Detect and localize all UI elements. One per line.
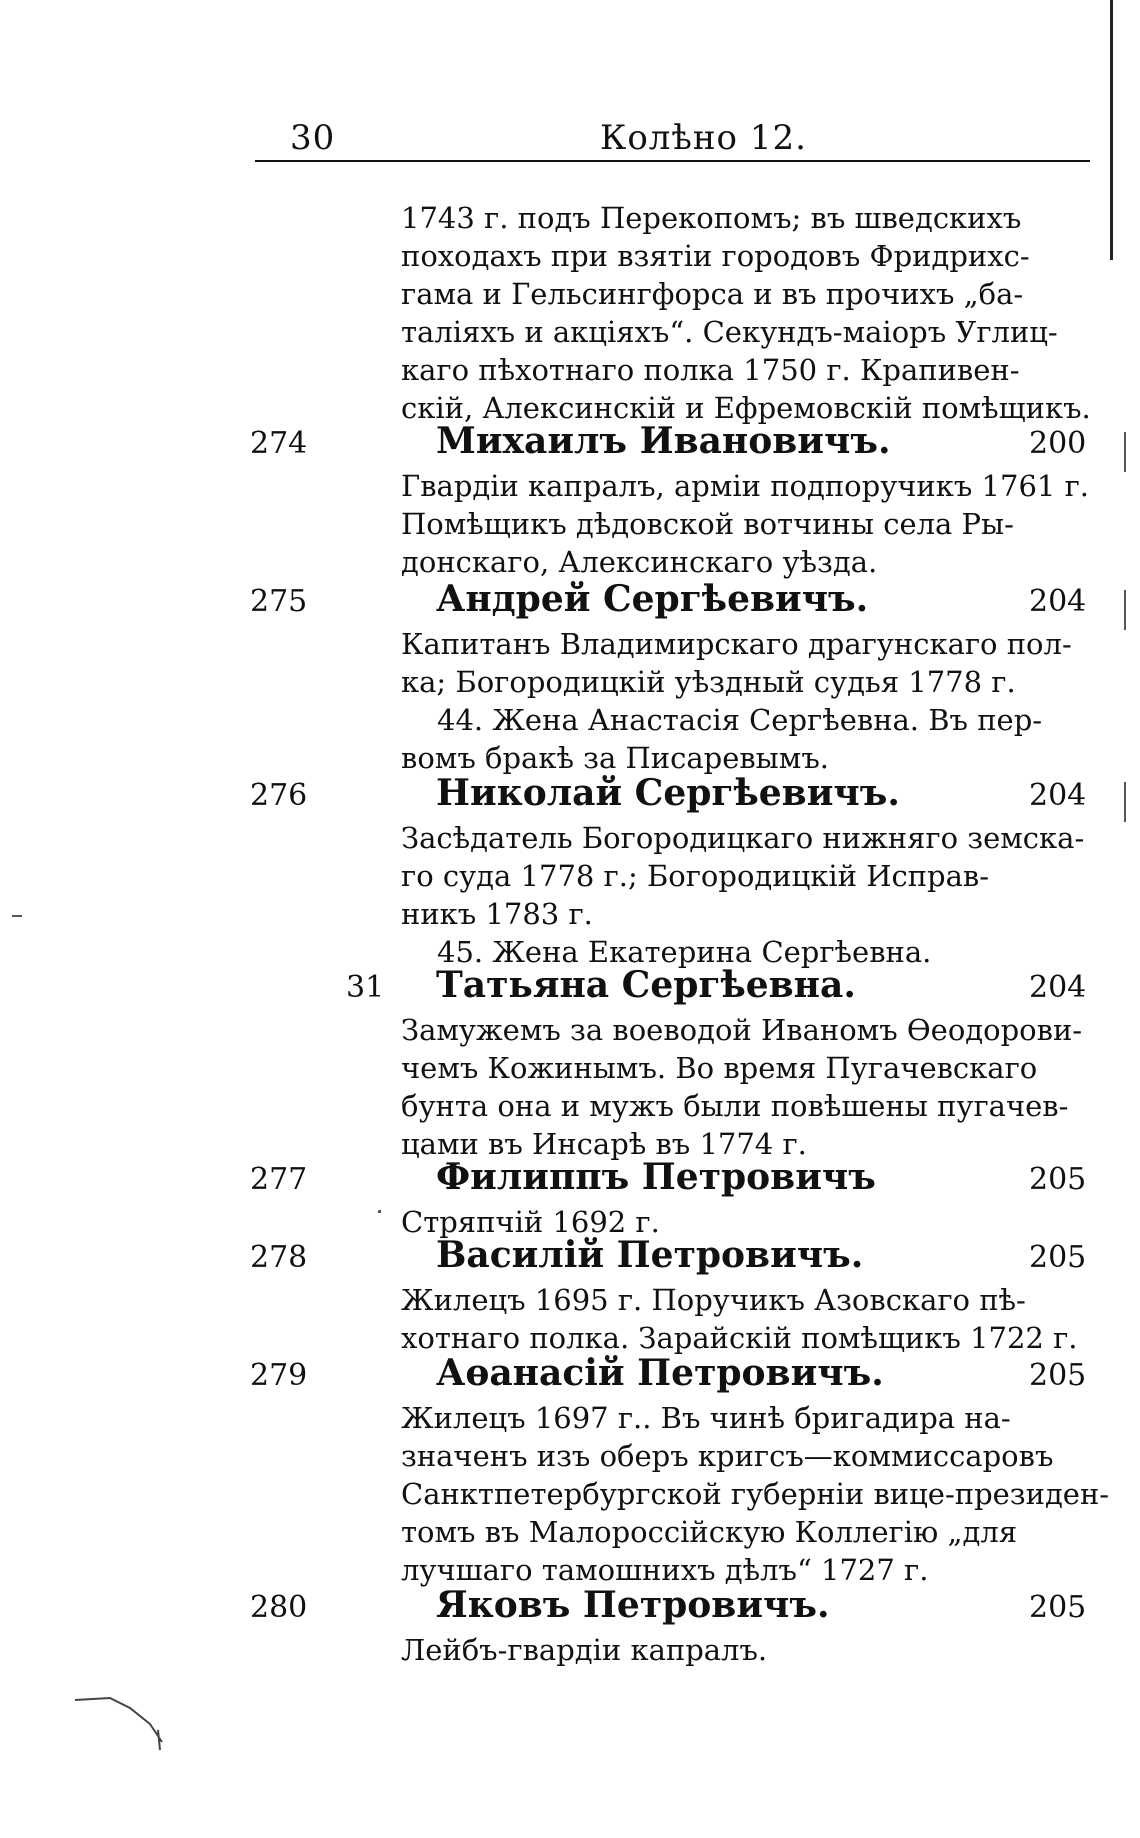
- page-number: 30: [290, 118, 336, 158]
- text-line: Жилецъ 1697 г.. Въ чинѣ бригадира на-: [401, 1401, 1011, 1435]
- scan-margin-mark: [1124, 782, 1126, 822]
- entry-number: 277: [250, 1162, 308, 1197]
- entry-number: 278: [250, 1240, 308, 1275]
- scan-speck: [378, 1210, 381, 1213]
- entry-ref: 204: [1029, 778, 1087, 813]
- entry-ref: 205: [1029, 1590, 1087, 1625]
- entry-name: Яковъ Петровичъ.: [436, 1584, 830, 1626]
- text-line: Помѣщикъ дѣдовской вотчины села Ры-: [401, 507, 1014, 541]
- entry-ref: 200: [1029, 426, 1087, 461]
- text-line: каго пѣхотнаго полка 1750 г. Крапивен-: [401, 353, 1020, 387]
- text-line: цами въ Инсарѣ въ 1774 г.: [401, 1127, 807, 1161]
- entry-ref: 204: [1029, 584, 1087, 619]
- entry-ref: 205: [1029, 1240, 1087, 1275]
- text-line: бунта она и мужъ были повѣшены пугачев-: [401, 1089, 1069, 1123]
- entry-number: 279: [250, 1358, 308, 1393]
- scan-edge-mark: [1110, 0, 1113, 260]
- text-line: Гвардіи капралъ, арміи подпоручикъ 1761 г.: [401, 469, 1089, 503]
- scan-margin-mark: [1124, 432, 1126, 472]
- text-line: Засѣдатель Богородицкаго нижняго земска-: [401, 821, 1085, 855]
- text-line: донскаго, Алексинскаго уѣзда.: [401, 545, 878, 579]
- entry-number: 275: [250, 584, 308, 619]
- text-line: вомъ бракѣ за Писаревымъ.: [401, 741, 829, 775]
- entry-name: Николай Сергѣевичъ.: [436, 772, 900, 814]
- text-line: томъ въ Малороссійскую Коллегію „для: [401, 1515, 1018, 1549]
- text-line: хотнаго полка. Зарайскій помѣщикъ 1722 г.: [401, 1321, 1078, 1355]
- text-line: ка; Богородицкій уѣздный судья 1778 г.: [401, 665, 1016, 699]
- text-line: лучшаго тамошнихъ дѣлъ“ 1727 г.: [401, 1553, 929, 1587]
- scan-scribble: [70, 1690, 170, 1770]
- running-title: Колѣно 12.: [600, 118, 807, 158]
- entry-ref: 205: [1029, 1162, 1087, 1197]
- text-line: гама и Гельсингфорса и въ прочихъ „ба-: [401, 277, 1024, 311]
- header-rule: [255, 160, 1090, 162]
- entry-name: Аөанасій Петровичъ.: [436, 1352, 884, 1394]
- entry-number: 280: [250, 1590, 308, 1625]
- text-line: чемъ Кожинымъ. Во время Пугачевскаго: [401, 1051, 1038, 1085]
- text-line: Замужемъ за воеводой Иваномъ Өеодорови-: [401, 1013, 1083, 1047]
- entry-ref: 205: [1029, 1358, 1087, 1393]
- text-line: 1743 г. подъ Перекопомъ; въ шведскихъ: [401, 201, 1022, 235]
- entry-name: Андрей Сергѣевичъ.: [436, 578, 869, 620]
- text-line: го суда 1778 г.; Богородицкій Исправ-: [401, 859, 990, 893]
- wife-line: 44. Жена Анастасія Сергѣевна. Въ пер-: [437, 703, 1043, 737]
- text-line: Санктпетербургской губерніи вице-президен-: [401, 1477, 1110, 1511]
- text-line: Жилецъ 1695 г. Поручикъ Азовскаго пѣ-: [401, 1283, 1026, 1317]
- female-entry-number: 31: [346, 970, 385, 1005]
- text-line: походахъ при взятіи городовъ Фридрихс-: [401, 239, 1030, 273]
- scan-speck: [12, 915, 22, 917]
- entry-ref: 204: [1029, 970, 1087, 1005]
- entry-number: 276: [250, 778, 308, 813]
- text-line: скій, Алексинскій и Ефремовскій помѣщикъ.: [401, 391, 1091, 425]
- scan-margin-mark: [1124, 590, 1126, 630]
- text-line: Стряпчій 1692 г.: [401, 1205, 660, 1239]
- entry-name: Филиппъ Петровичъ: [436, 1156, 876, 1198]
- text-line: Лейбъ-гвардіи капралъ.: [401, 1633, 768, 1667]
- text-line: никъ 1783 г.: [401, 897, 593, 931]
- text-line: таліяхъ и акціяхъ“. Секундъ-маіоръ Углиц-: [401, 315, 1058, 349]
- text-line: значенъ изъ оберъ кригсъ—коммиссаровъ: [401, 1439, 1054, 1473]
- entry-name: Василій Петровичъ.: [436, 1234, 864, 1276]
- entry-name: Татьяна Сергѣевна.: [436, 964, 856, 1006]
- wife-line: 45. Жена Екатерина Сергѣевна.: [437, 935, 932, 969]
- text-line: Капитанъ Владимирскаго драгунскаго пол-: [401, 627, 1072, 661]
- entry-name: Михаилъ Ивановичъ.: [436, 420, 891, 462]
- entry-number: 274: [250, 426, 308, 461]
